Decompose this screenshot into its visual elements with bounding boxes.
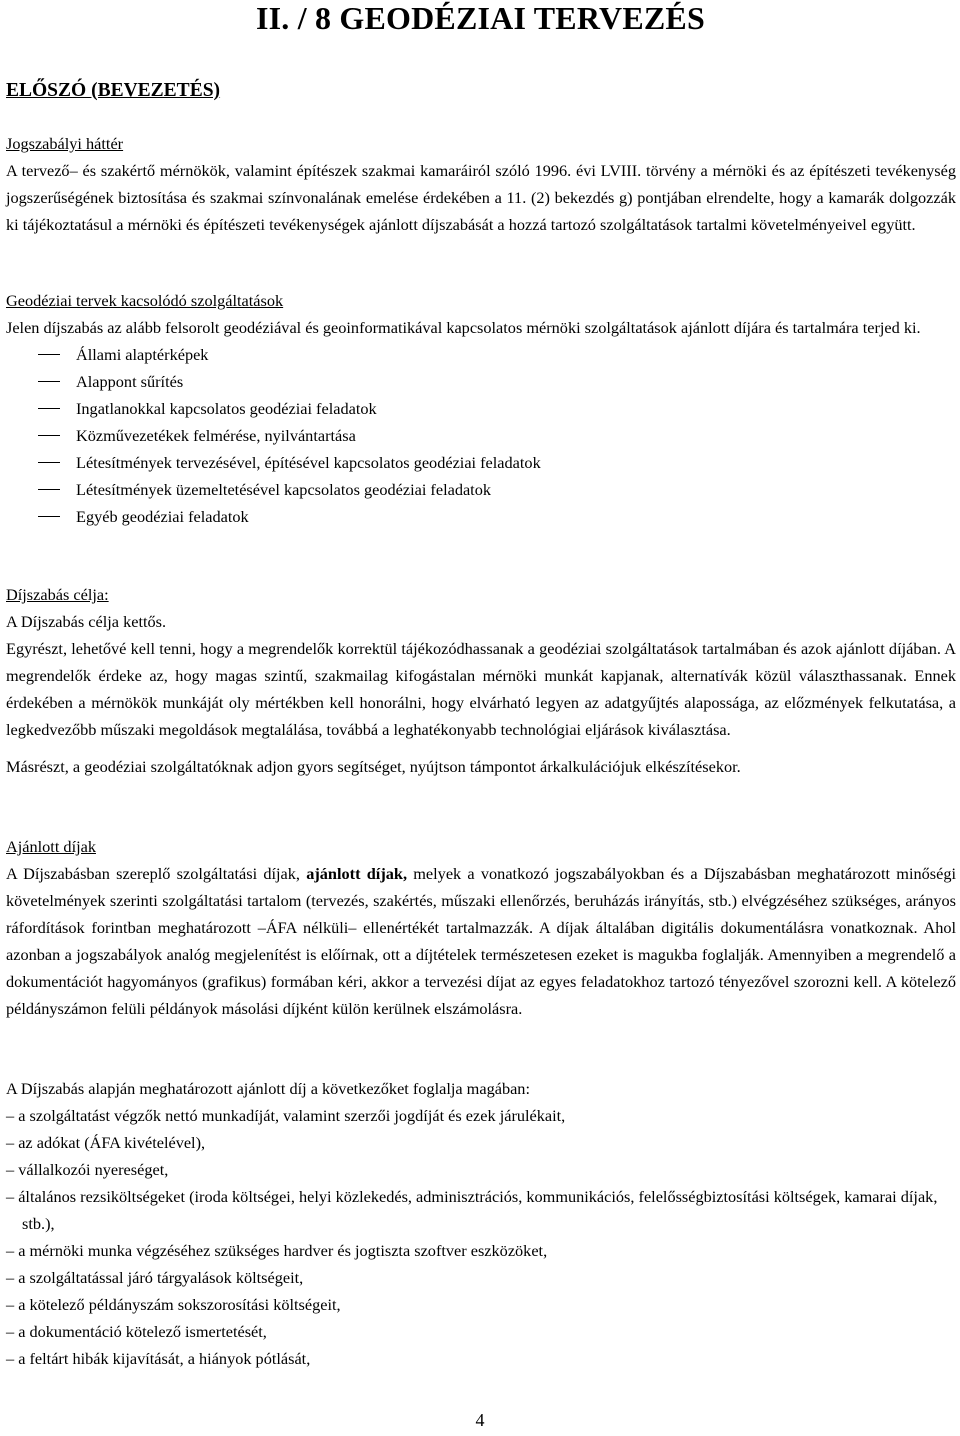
list-item: Alappont sűrítés (6, 368, 956, 395)
list-item: – a feltárt hibák kijavítását, a hiányok pótlását, (6, 1349, 311, 1368)
purpose-section (6, 581, 956, 780)
purpose-line: A Díjszabás célja kettős. (6, 612, 167, 631)
fees-heading: Ajánlott díjak (6, 837, 96, 856)
page-title: II. / 8 GEODÉZIAI TERVEZÉS (256, 0, 705, 36)
includes-intro: A Díjszabás alapján meghatározott ajánlott díj a következőket foglalja magában: (6, 1079, 530, 1098)
purpose-paragraph-1: Egyrészt, lehetővé kell tenni, hogy a megrendelők korrektül tájékozódhassanak a geodéziai szolgáltatások tartalmában és azok ajánlott díjában. A megrendelők érdeke az, hogy magas szintű, szakmailag kifogástalan mérnöki munkát kapjanak, alternatívák közül választhassanak. Ennek érdekében a mérnökök munkáját oly mértékben kell honorálni, hogy elvárható legyen az adatgyűjtés alapossága, az előzmények felkutatása, a legkedvezőbb műszaki megoldások megtalálása, továbbá a leghatékonyabb technológiai eljárások kiválasztása. (6, 639, 956, 739)
dash-bullet (38, 516, 60, 517)
preface-heading: ELŐSZÓ (BEVEZETÉS) (6, 80, 221, 101)
list-item: – a szolgáltatást végzők nettó munkadíját, valamint szerzői jogdíját és ezek járulékait, (6, 1106, 566, 1125)
legal-background-heading: Jogszabályi háttér (6, 134, 124, 153)
dash-bullet (38, 462, 60, 463)
page-number: 4 (475, 1410, 485, 1430)
purpose-paragraph-2: Másrészt, a geodéziai szolgáltatóknak adjon gyors segítséget, nyújtson támpontot árkalkulációjuk elkészítésekor. (6, 757, 741, 776)
list-item: – a dokumentáció kötelező ismertetését, (6, 1322, 267, 1341)
list-item: Létesítmények üzemeltetésével kapcsolatos geodéziai feladatok (6, 476, 956, 503)
services-section (6, 287, 956, 530)
list-item: Egyéb geodéziai feladatok (6, 503, 956, 530)
fees-section (6, 833, 956, 1022)
legal-background-section (6, 130, 956, 238)
list-item: Közművezetékek felmérése, nyilvántartása (6, 422, 956, 449)
includes-list (6, 1102, 956, 1372)
list-item: – az adókat (ÁFA kivételével), (6, 1133, 206, 1152)
list-item: – a szolgáltatással járó tárgyalások költségeit, (6, 1268, 304, 1287)
fees-bold-phrase: ajánlott díjak, (306, 864, 408, 883)
dash-bullet (38, 408, 60, 409)
services-heading: Geodéziai tervek kacsolódó szolgáltatások (6, 291, 284, 310)
list-item: Létesítmények tervezésével, építésével kapcsolatos geodéziai feladatok (6, 449, 956, 476)
dash-bullet (38, 435, 60, 436)
dash-bullet (38, 354, 60, 355)
fees-paragraph: A Díjszabásban szereplő szolgáltatási díjak, ajánlott díjak, melyek a vonatkozó jogszabályokban és a Díjszabásban meghatározott minőségi követelmények szerinti szolgáltatási tartalom (tervezés, szakértés, műszaki ellenőrzés, beruházás irányítás, stb.) elvégzéséhez szükséges, arányos ráfordítások forintban meghatározott –ÁFA nélküli– ellenértékét tartalmazzák. A díjak általában digitális dokumentálásra vonatkoznak. Ahol azonban a jogszabályok analóg megjelenítést is előírnak, ott a díjtételek természetesen ezeket is magukba foglalják. Amennyiben a megrendelő a dokumentációt hagyományos (grafikus) formában kéri, akkor a tervezési díjat az egyes feladatokhoz tartozó tényezővel szorozni kell. A kötelező példányszámon felüli példányok másolási díjként külön kerülnek elszámolásra. (6, 864, 956, 1018)
list-item: Állami alaptérképek (6, 341, 956, 368)
services-list (6, 341, 956, 530)
list-item: – a kötelező példányszám sokszorosítási költségeit, (6, 1295, 341, 1314)
includes-section (6, 1075, 956, 1372)
list-item: – a mérnöki munka végzéséhez szükséges hardver és jogtiszta szoftver eszközöket, (6, 1241, 548, 1260)
list-item: Ingatlanokkal kapcsolatos geodéziai feladatok (6, 395, 956, 422)
services-paragraph: Jelen díjszabás az alább felsorolt geodéziával és geoinformatikával kapcsolatos mérnöki szolgáltatások ajánlott díjára és tartalmára terjed ki. (6, 318, 921, 337)
list-item: – általános rezsiköltségeket (iroda költségei, helyi közlekedés, adminisztrációs, kommunikációs, felelősségbiztosítási költségek, kamarai díjak, stb.), (6, 1187, 938, 1233)
purpose-heading: Díjszabás célja: (6, 585, 109, 604)
legal-background-paragraph: A tervező– és szakértő mérnökök, valamint építészek szakmai kamaráiról szóló 1996. évi LVIII. törvény a mérnöki és az építészeti tevékenység jogszerűségének biztosítása és szakmai színvonalának emelése érdekében a 11. (2) bekezdés g) pontjában elrendelte, hogy a kamarák dolgozzák ki tájékoztatásul a mérnöki és építészeti tevékenységek ajánlott díjszabását a hozzá tartozó szolgáltatások tartalmi követelményeivel együtt. (6, 161, 956, 234)
list-item: – vállalkozói nyereséget, (6, 1160, 169, 1179)
dash-bullet (38, 381, 60, 382)
dash-bullet (38, 489, 60, 490)
